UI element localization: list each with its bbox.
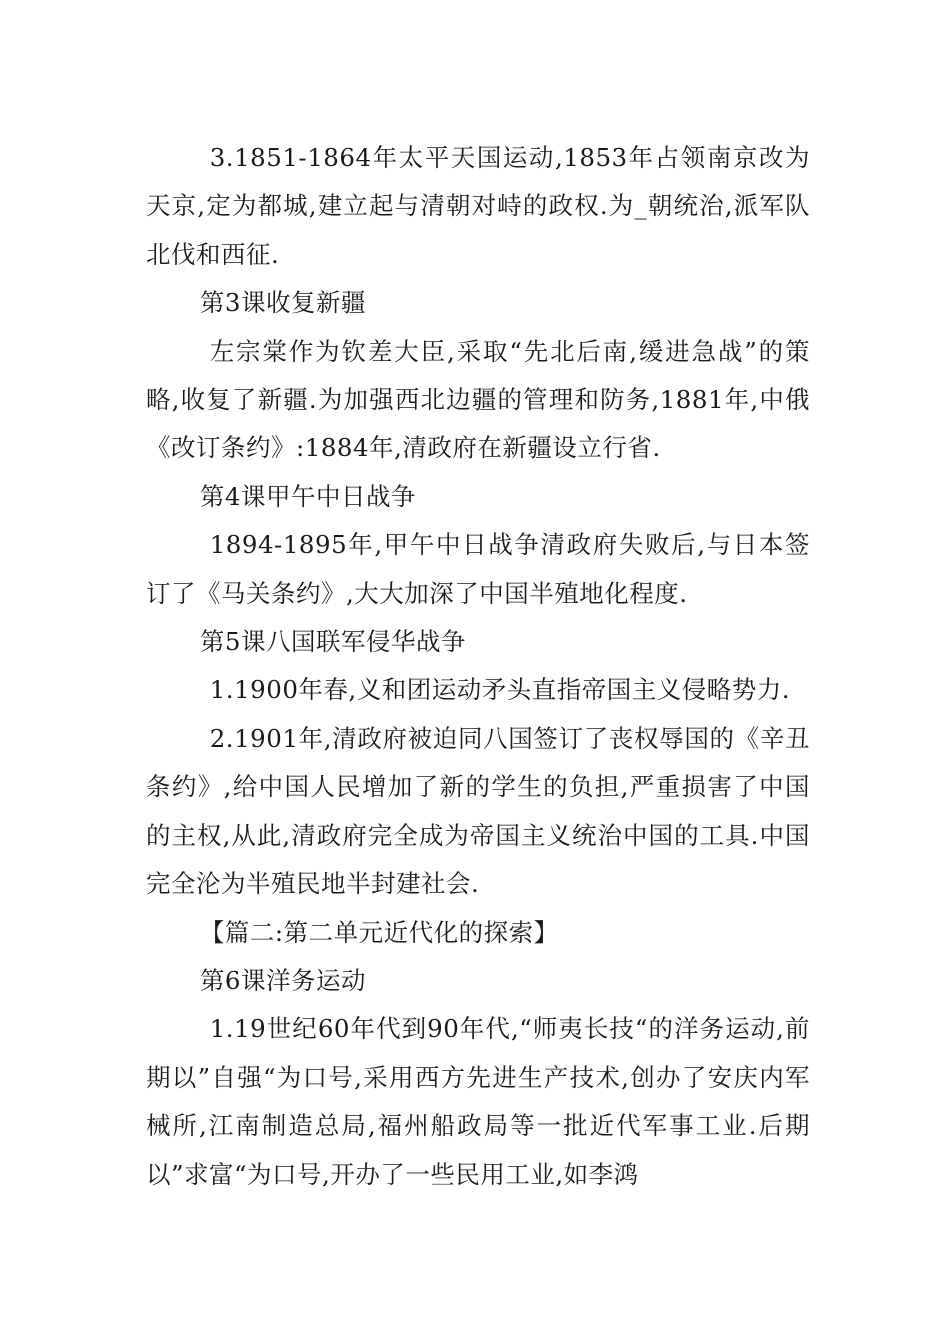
heading-lesson-6: 第6课洋务运动 — [199, 965, 366, 995]
paragraph-xinjiang: 左宗棠作为钦差大臣,采取“先北后南,缓进急战”的策略,收复了新疆.为加强西北边疆的管理和防务,1881年,中俄《改订条约》:1884年,清政府在新疆设立行省. — [146, 336, 810, 463]
paragraph-taiping: 3.1851-1864年太平天国运动,1853年占领南京改为天京,定为都城,建立起与清朝对峙的政权.为_朝统治,派军队北伐和西征. — [146, 143, 810, 269]
heading-lesson-3: 第3课收复新疆 — [199, 288, 366, 318]
paragraph-yangwu: 1.19世纪60年代到90年代,“师夷长技“的洋务运动,前期以”自强“为口号,采用西方先进生产技术,创办了安庆内军械所,江南制造总局,福州船政局等一批近代军事工业.后期以”求富“为口号,开办了一些民用工业,如李鸿 — [146, 1014, 810, 1189]
paragraph-jiawu: 1894-1895年,甲午中日战争清政府失败后,与日本签订了《马关条约》,大大加深了中国半殖地化程度. — [146, 530, 810, 608]
paragraph-boxer: 1.1900年春,义和团运动矛头直指帝国主义侵略势力. — [209, 675, 790, 705]
heading-part-two: 【篇二:第二单元近代化的探索】 — [199, 917, 559, 947]
document-body — [146, 134, 810, 1199]
paragraph-xinchou: 2.1901年,清政府被迫同八国签订了丧权辱国的《辛丑条约》,给中国人民增加了新的学生的负担,严重损害了中国的主权,从此,清政府完全成为帝国主义统治中国的工具.中国完全沦为半殖民地半封建社会. — [146, 723, 810, 899]
heading-lesson-4: 第4课甲午中日战争 — [199, 481, 416, 511]
heading-lesson-5: 第5课八国联军侵华战争 — [199, 627, 466, 657]
